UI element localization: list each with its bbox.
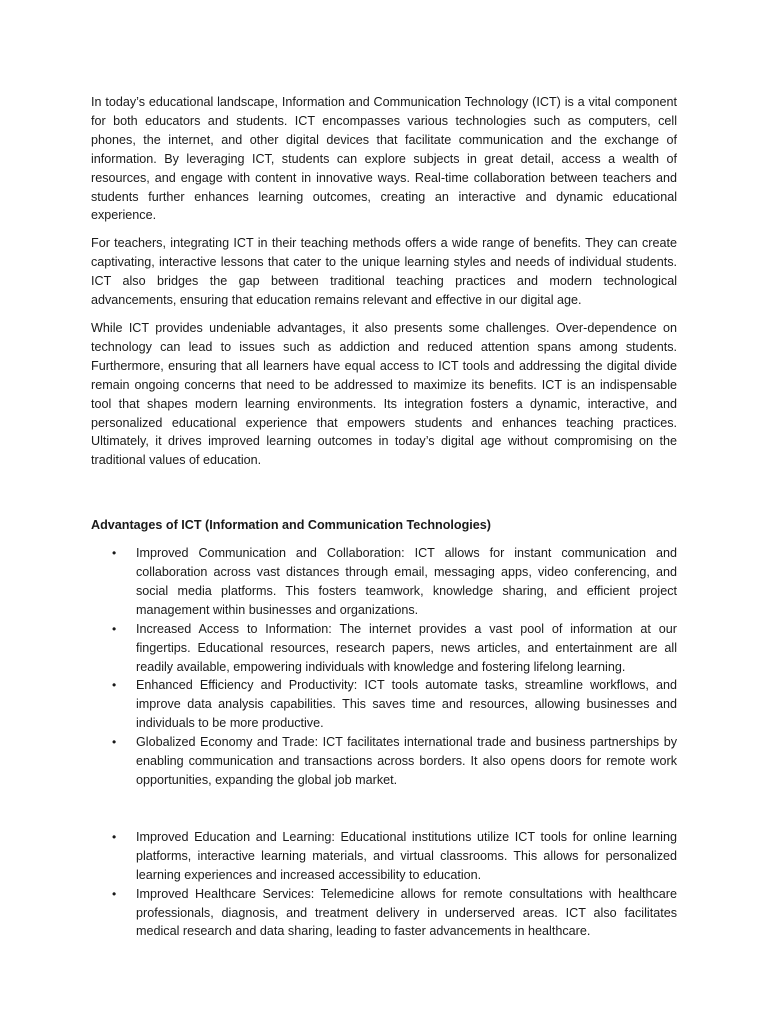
intro-paragraph: In today’s educational landscape, Information and Communication Technology (ICT) is a vital component for both educators and students. ICT encompasses various technologies such as computers, cell phones, the internet, and other digital devices that facilitate communication and the exchange of information. By leveraging ICT, students can explore subjects in great detail, access a wealth of resources, and engage with content in innovative ways. Real-time collaboration between teachers and students further enhances learning outcomes, creating an interactive and dynamic educational experience. [91, 95, 677, 223]
list-item-text: Enhanced Efficiency and Productivity: ICT tools automate tasks, streamline workflows, and improve data analysis capabilities. This saves time and resources, allowing businesses and individuals to be more productive. [136, 678, 677, 731]
challenges-paragraph: While ICT provides undeniable advantages, it also presents some challenges. Over-dependence on technology can lead to issues such as addiction and reduced attention spans among students. Furthermore, ensuring that all learners have equal access to ICT tools and addressing the digital divide remain ongoing concerns that need to be addressed to maximize its benefits. ICT is an indispensable tool that shapes modern learning environments. Its integration fosters a dynamic, interactive, and personalized educational experience that empowers students and enhances teaching practices. Ultimately, it drives improved learning outcomes in today’s digital age without compromising on the traditional values of education. [91, 320, 677, 468]
bullet-icon: • [112, 546, 117, 561]
document-body [91, 93, 677, 941]
list-item-text: Increased Access to Information: The internet provides a vast pool of information at our fingertips. Educational resources, research papers, news articles, and entertainment are all readily available, empowering individuals with knowledge and fostering lifelong learning. [136, 621, 677, 674]
list-item-text: Improved Communication and Collaboration: ICT allows for instant communication and collaboration across vast distances through email, messaging apps, video conferencing, and social media platforms. This fosters teamwork, knowledge sharing, and efficient project management within businesses and organizations. [136, 546, 677, 617]
bullet-icon: • [112, 621, 117, 636]
bullet-icon: • [112, 678, 117, 693]
list-item [91, 733, 677, 790]
list-item [91, 544, 677, 620]
list-item-text: Improved Education and Learning: Educational institutions utilize ICT tools for online learning platforms, interactive learning materials, and virtual classrooms. This allows for personalized learning experiences and increased accessibility to education. [136, 829, 677, 882]
list-item-text: Improved Healthcare Services: Telemedicine allows for remote consultations with healthcare professionals, diagnosis, and treatment delivery in underserved areas. ICT also facilitates medical research and data sharing, leading to faster advancements in healthcare. [136, 886, 677, 939]
list-item [91, 620, 677, 677]
advantages-list-2 [91, 828, 677, 941]
section-heading: Advantages of ICT (Information and Communication Technologies) [91, 518, 491, 533]
list-item [91, 885, 677, 942]
bullet-icon: • [112, 886, 117, 901]
bullet-icon: • [112, 829, 117, 844]
list-item [91, 828, 677, 885]
teachers-paragraph: For teachers, integrating ICT in their teaching methods offers a wide range of benefits. They can create captivating, interactive lessons that cater to the unique learning styles and needs of individual students. ICT also bridges the gap between traditional teaching practices and modern technological advancements, ensuring that education remains relevant and effective in our digital age. [91, 236, 677, 308]
list-item-text: Globalized Economy and Trade: ICT facilitates international trade and business partnerships by enabling communication and transactions across borders. It also opens doors for remote work opportunities, expanding the global job market. [136, 735, 677, 787]
bullet-icon: • [112, 735, 117, 750]
list-item [91, 676, 677, 733]
advantages-list-1 [91, 544, 677, 790]
